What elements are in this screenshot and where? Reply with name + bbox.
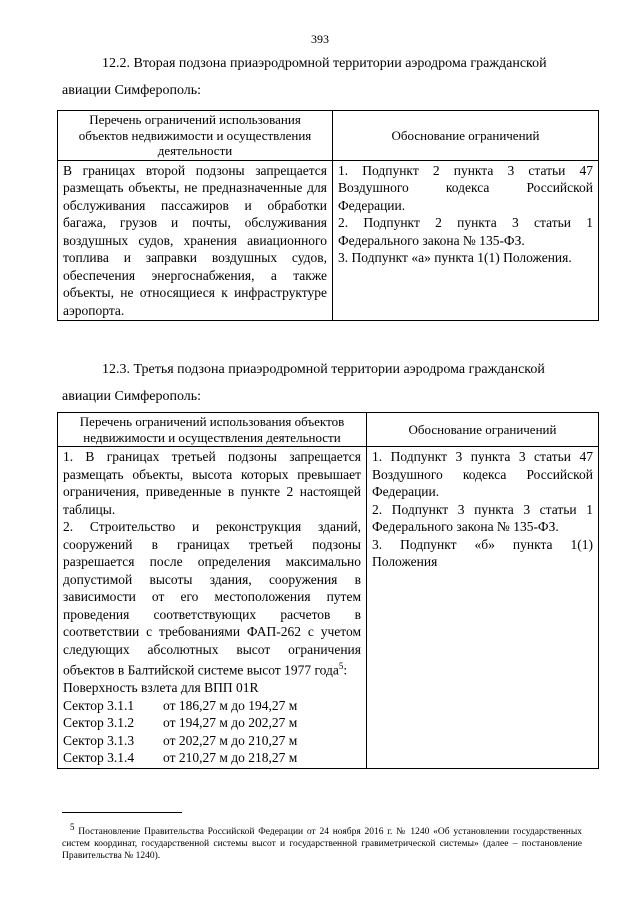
section-12-2-heading: [62, 50, 602, 104]
justification-cell: [367, 447, 599, 769]
footnote-ref: 5: [338, 661, 344, 671]
footnote: [62, 821, 582, 862]
sector-code: Сектор 3.1.4: [63, 750, 135, 765]
surface-label: Поверхность взлета для ВПП 01R: [63, 680, 259, 695]
section-12-2-heading-line2: авиации Симферополь:: [62, 83, 202, 98]
sector-code: Сектор 3.1.1: [63, 697, 135, 713]
col-restrictions-header: Перечень ограничений использования объектов недвижимости и осуществления деятельности: [58, 413, 367, 447]
justification-item: 1. Подпункт 3 пункта 3 статьи 47 Воздушного кодекса Российской Федерации.: [372, 449, 593, 499]
col-justification-header: Обоснование ограничений: [367, 413, 599, 447]
table-row: [58, 160, 599, 321]
table-header-row: [58, 413, 599, 447]
justification-item: 1. Подпункт 2 пункта 3 статьи 47 Воздушного кодекса Российской Федерации.: [338, 162, 593, 213]
sector-range: от 202,27 м до 210,27 м: [163, 732, 298, 748]
restrictions-cell: [58, 447, 367, 769]
page-number: 393: [311, 32, 329, 46]
sector-row: [63, 714, 361, 732]
col-restrictions-header: Перечень ограничений использования объектов недвижимости и осуществления деятельности: [58, 111, 333, 161]
sector-row: [63, 749, 361, 767]
justification-item: 2. Подпункт 2 пункта 3 статьи 1 Федерального закона № 135-ФЗ.: [338, 215, 593, 248]
justification-item: 3. Подпункт «б» пункта 1(1) Положения: [372, 536, 593, 569]
table-header-row: [58, 111, 599, 161]
sector-row: [63, 697, 361, 715]
justification-cell: [333, 160, 599, 321]
sector-code: Сектор 3.1.2: [63, 715, 135, 730]
restrictions-cell: [58, 160, 333, 321]
section-12-3-table: [57, 412, 599, 769]
footnote-text: Постановление Правительства Российской Федерации от 24 ноября 2016 г. № 1240 «Об установлении государственных систем координат, государственной системы высот и государственной гравиметрической системы» (далее – постановление Правительства № 1240).: [62, 827, 583, 862]
section-12-3-heading-line1: 12.3. Третья подзона приаэродромной территории аэродрома гражданской: [102, 362, 545, 377]
sector-range: от 210,27 м до 218,27 м: [163, 750, 298, 765]
section-12-2-heading-line1: 12.2. Вторая подзона приаэродромной территории аэродрома гражданской: [102, 56, 547, 71]
restriction-item-2-text: 2. Строительство и реконструкция зданий, сооружений в границах третьей подзоны разрешается после определения максимально допустимой высоты здания, сооружения в зависимости от его местоположения путем проведения соответствующих расчетов в соответствии с требованиями ФАП-262 с учетом следующих абсолютных высот ограничения объектов в Балтийской системе высот 1977 года: [63, 519, 361, 678]
sector-row: [63, 732, 361, 750]
justification-item: 2. Подпункт 3 пункта 3 статьи 1 Федерального закона № 135-ФЗ.: [372, 501, 593, 534]
col-justification-header: Обоснование ограничений: [333, 111, 599, 161]
section-12-3-heading-line2: авиации Симферополь:: [62, 389, 202, 404]
sector-code: Сектор 3.1.3: [63, 732, 135, 748]
sector-range: от 186,27 м до 194,27 м: [163, 697, 298, 713]
restriction-item-1: 1. В границах третьей подзоны запрещается размещать объекты, высота которых превышает ограничения, приведенные в пункте 2 настоящей таблицы.: [63, 449, 361, 517]
justification-item: 3. Подпункт «а» пункта 1(1) Положения.: [338, 250, 572, 265]
section-12-2-table: [57, 110, 599, 321]
sector-range: от 194,27 м до 202,27 м: [163, 715, 298, 730]
table-row: [58, 447, 599, 769]
restriction-item-2: 2. Строительство и реконструкция зданий, сооружений в границах третьей подзоны разрешается после определения максимально допустимой высоты здания, сооружения в зависимости от его местоположения путем проведения соответствующих расчетов в соответствии с требованиями ФАП-262 с учетом следующих абсолютных высот ограничения объектов в Балтийской системе высот 1977 года$^5$:: [63, 519, 361, 678]
footnote-divider: [62, 812, 182, 813]
section-12-3-heading: [62, 356, 602, 410]
footnote-number: 5: [70, 822, 75, 832]
restriction-text: В границах второй подзоны запрещается размещать объекты, не предназначенные для обслуживания пассажиров и обработки багажа, грузов и почты, обслуживания воздушных судов, хранения авиационного топлива и заправки воздушных судов, обеспечения энергоснабжения, а также объекты, не относящиеся к инфраструктуре аэропорта.: [63, 162, 327, 318]
